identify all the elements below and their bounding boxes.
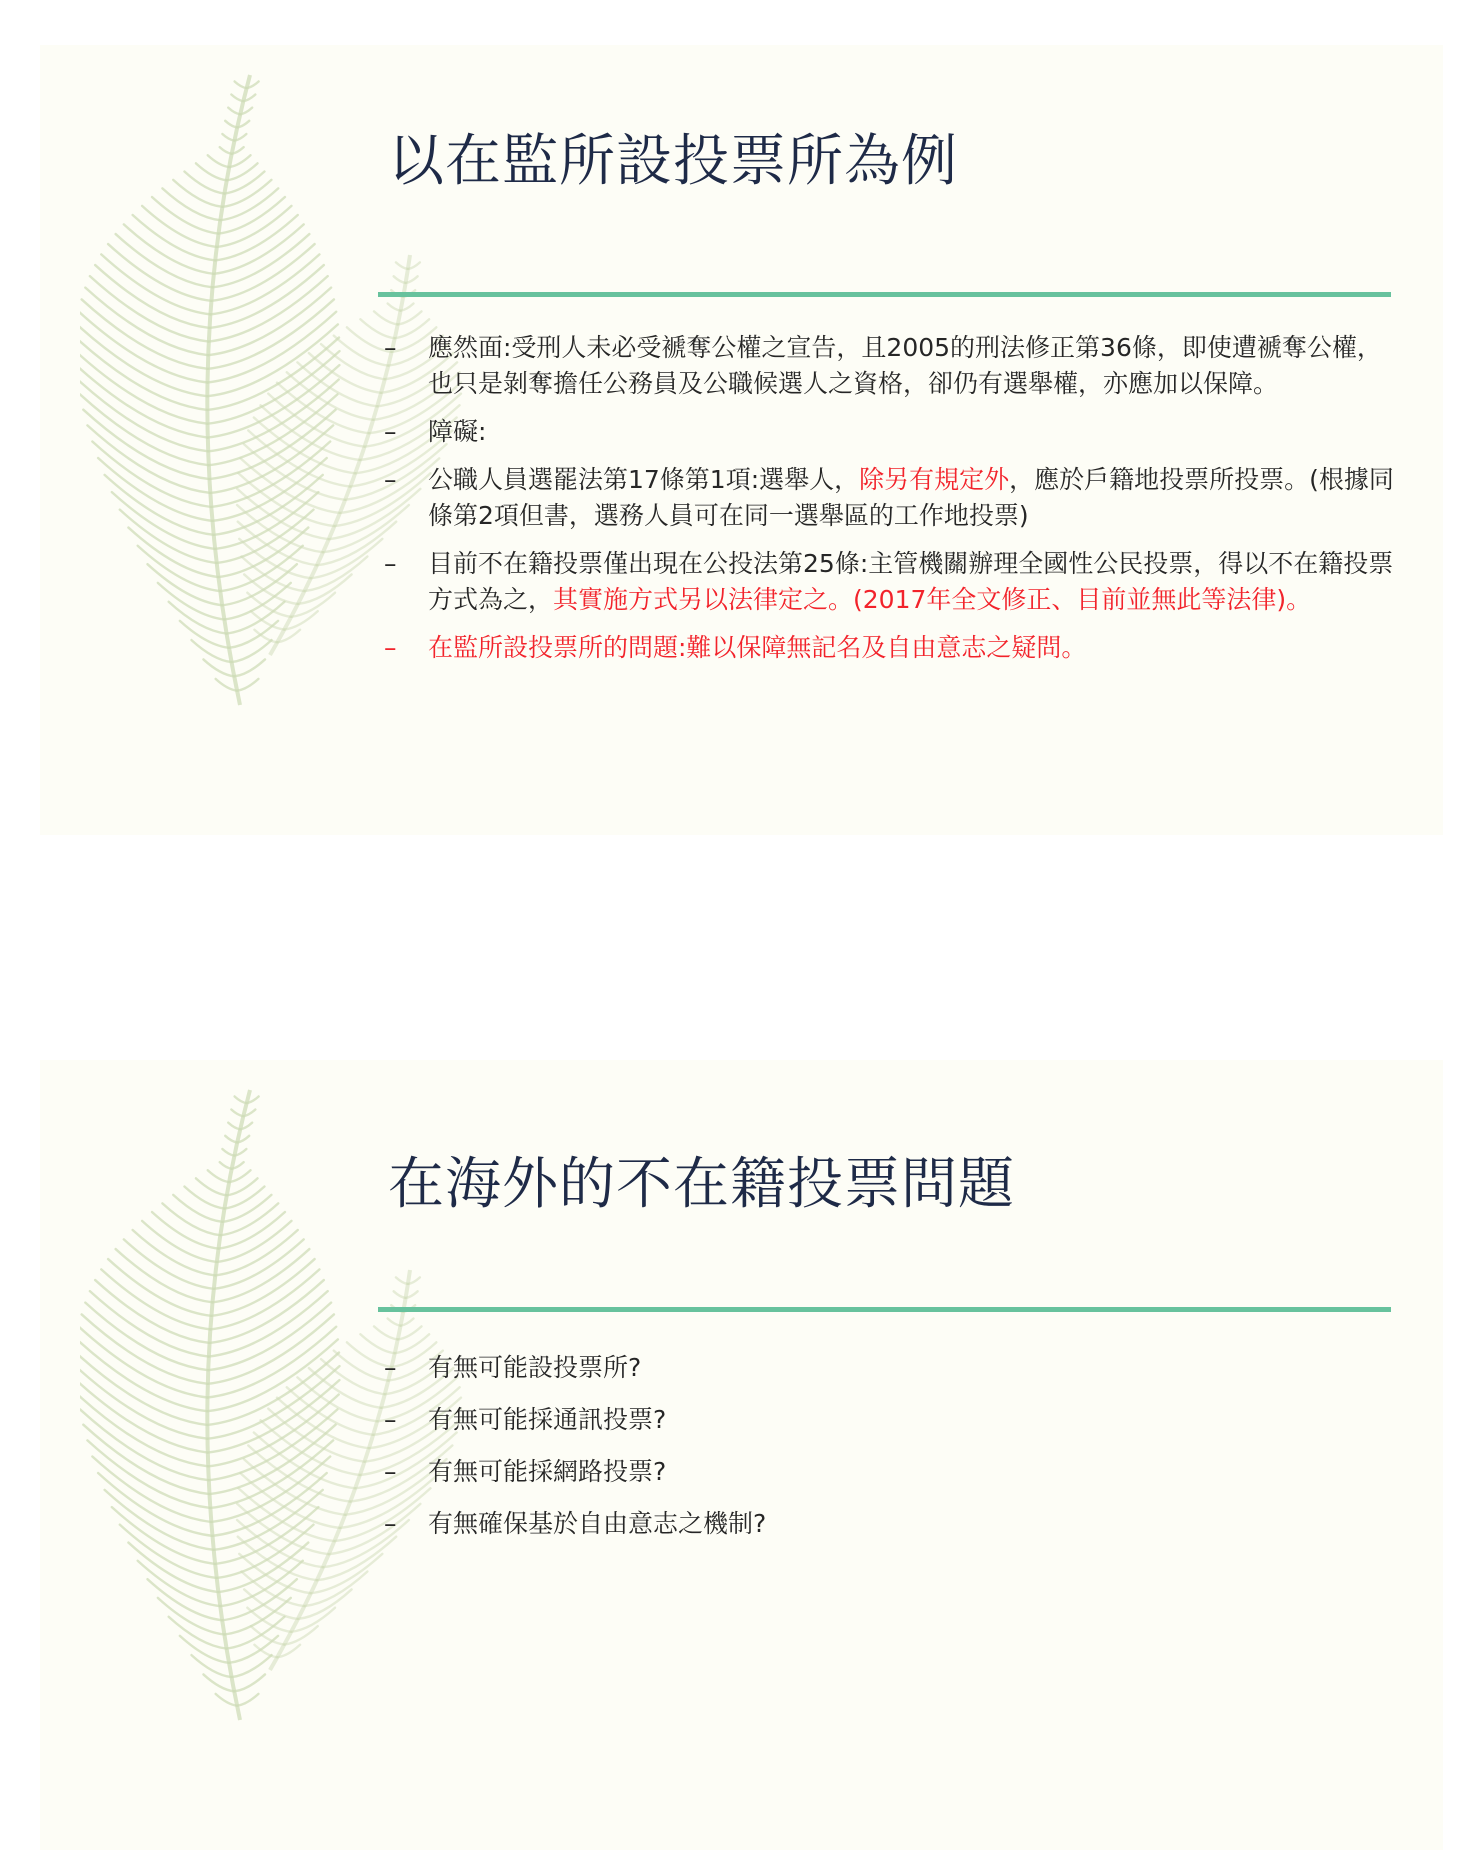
bullet-text: 在監所設投票所的問題:難以保障無記名及自由意志之疑問。: [428, 633, 1087, 662]
title-divider: [378, 1307, 1391, 1312]
bullet-text: 有無確保基於自由意志之機制?: [428, 1509, 767, 1538]
list-item: [384, 330, 1394, 402]
bullet-text: ，應於戶籍地投票所投票。(根據同條第2項但書，選務人員可在同一選舉區的工作地投票): [428, 465, 1394, 530]
bullet-text: 目前不在籍投票僅出現在公投法第25條:主管機關辦理全國性公民投票，得以不在籍投票方式為之，: [428, 549, 1394, 614]
bullet-text: 有無可能採通訊投票?: [428, 1405, 667, 1434]
list-item: [384, 1350, 1394, 1386]
dash-marker: –: [384, 417, 397, 446]
slide-title: 以在監所設投票所為例: [388, 129, 958, 194]
bullet-text: 應然面:受刑人未必受褫奪公權之宣告，且2005的刑法修正第36條，即使遭褫奪公權，也只是剝奪擔任公務員及公職候選人之資格，卻仍有選舉權，亦應加以保障。: [428, 333, 1382, 398]
dash-marker: –: [384, 1509, 397, 1538]
list-item: [384, 414, 1394, 450]
dash-marker: –: [384, 333, 397, 362]
bullet-text: 障礙:: [428, 417, 487, 446]
list-item: [384, 1506, 1394, 1542]
slide-2: [40, 1060, 1443, 1850]
dash-marker: –: [384, 1405, 397, 1434]
bullet-list: [384, 1350, 1394, 1558]
bullet-text: 有無可能設投票所?: [428, 1353, 642, 1382]
list-item: [384, 1402, 1394, 1438]
dash-marker: –: [384, 465, 397, 494]
list-item: [384, 462, 1394, 534]
slide-title: 在海外的不在籍投票問題: [388, 1152, 1015, 1217]
dash-marker: –: [384, 1353, 397, 1382]
dash-marker: –: [384, 549, 397, 578]
bullet-list: [384, 330, 1394, 678]
list-item: [384, 1454, 1394, 1490]
highlighted-text: 其實施方式另以法律定之。(2017年全文修正、目前並無此等法律)。: [553, 585, 1312, 614]
dash-marker: –: [384, 1457, 397, 1486]
title-divider: [378, 292, 1391, 297]
list-item: [384, 546, 1394, 618]
dash-marker: –: [384, 633, 397, 662]
bullet-text: 有無可能採網路投票?: [428, 1457, 667, 1486]
slide-1: [40, 45, 1443, 835]
list-item: [384, 630, 1394, 666]
highlighted-text: 除另有規定外: [859, 465, 1010, 494]
bullet-text: 公職人員選罷法第17條第1項:選舉人，: [428, 465, 860, 494]
